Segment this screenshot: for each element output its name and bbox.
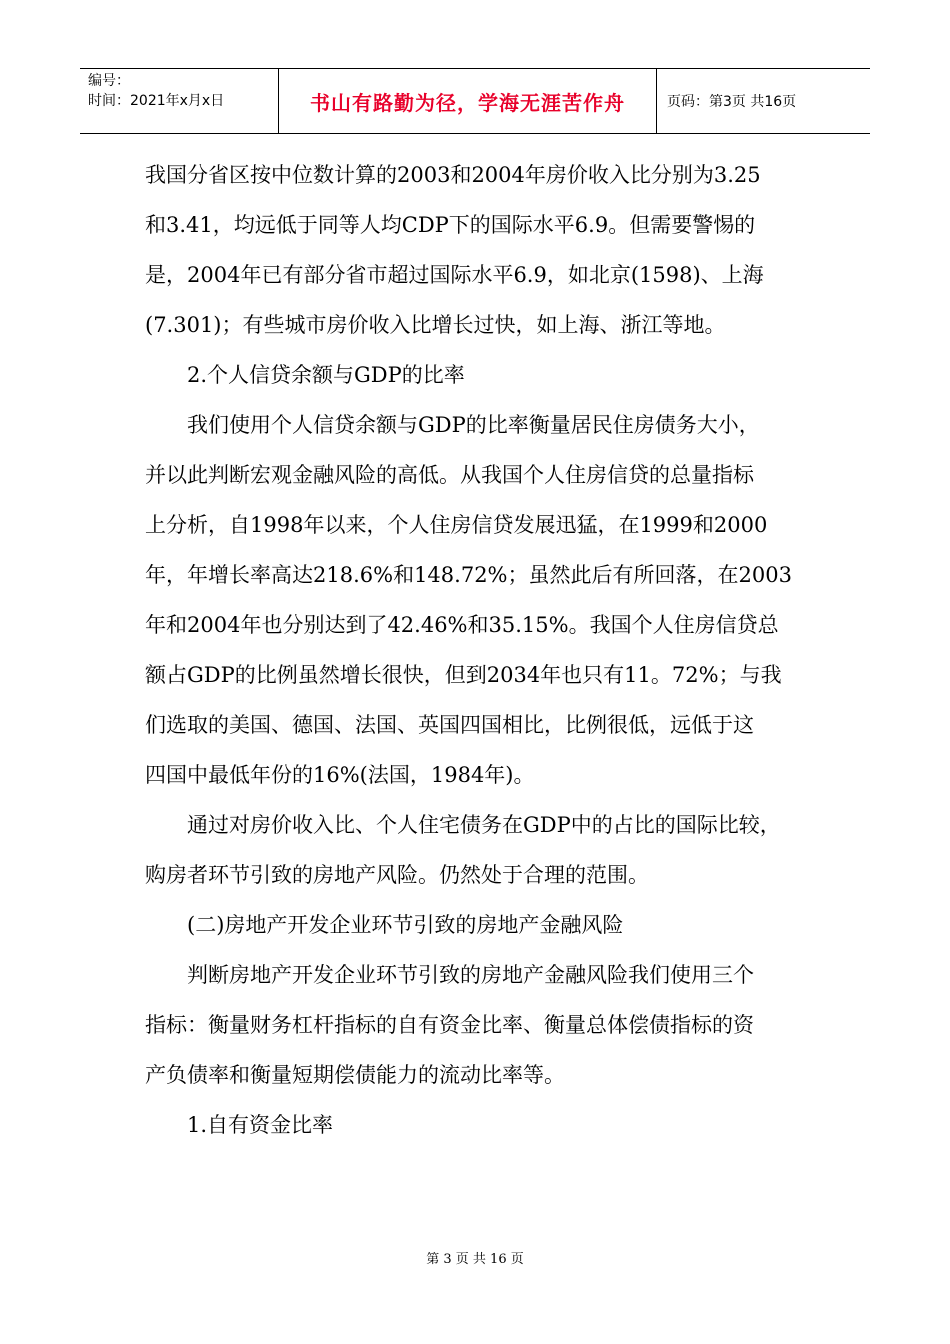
text-line: 是，2004年已有部分省市超过国际水平6.9，如北京(1598)、上海 — [145, 263, 764, 287]
text-line: 指标：衡量财务杠杆指标的自有资金比率、衡量总体偿债指标的资 — [145, 1013, 754, 1037]
text-line: (7.301)；有些城市房价收入比增长过快，如上海、浙江等地。 — [145, 313, 726, 337]
text-line: 产负债率和衡量短期偿债能力的流动比率等。 — [145, 1063, 565, 1087]
text-line: 我国分省区按中位数计算的2003和2004年房价收入比分别为3.25 — [145, 163, 761, 187]
text-line: 判断房地产开发企业环节引致的房地产金融风险我们使用三个 — [187, 963, 754, 987]
text-line: 和3.41，均远低于同等人均CDP下的国际水平6.9。但需要警惕的 — [145, 213, 756, 237]
text-line: 们选取的美国、德国、法国、英国四国相比，比例很低，远低于这 — [145, 713, 754, 737]
section-heading: 2.个人信贷余额与GDP的比率 — [187, 363, 465, 387]
text-line: 年，年增长率高达218.6%和148.72%；虽然此后有所回落，在2003 — [145, 563, 792, 587]
header-motto: 书山有路勤为径，学海无涯苦作舟 — [310, 90, 625, 115]
section-heading: 1.自有资金比率 — [187, 1113, 334, 1137]
doc-number-label: 编号： — [88, 73, 130, 89]
text-line: 购房者环节引致的房地产风险。仍然处于合理的范围。 — [145, 863, 649, 887]
header-meta — [80, 69, 278, 133]
page-footer: 第 3 页 共 16 页 — [426, 1252, 524, 1267]
text-line: 额占GDP的比例虽然增长很快，但到2034年也只有11。72%；与我 — [145, 663, 782, 687]
header-page-info: 页码：第3页 共16页 — [667, 94, 797, 110]
doc-date-label: 时间：2021年x月x日 — [88, 93, 225, 109]
text-line: 并以此判断宏观金融风险的高低。从我国个人住房信贷的总量指标 — [145, 463, 754, 487]
text-line: 年和2004年也分别达到了42.46%和35.15%。我国个人住房信贷总 — [145, 613, 779, 637]
text-line: 通过对房价收入比、个人住宅债务在GDP中的占比的国际比较， — [187, 813, 781, 837]
page-header — [80, 68, 870, 134]
section-heading: (二)房地产开发企业环节引致的房地产金融风险 — [187, 913, 624, 937]
text-line: 上分析，自1998年以来，个人住房信贷发展迅猛，在1999和2000 — [145, 513, 768, 537]
text-line: 四国中最低年份的16%(法国，1984年)。 — [145, 763, 535, 787]
text-line: 我们使用个人信贷余额与GDP的比率衡量居民住房债务大小， — [187, 413, 760, 437]
